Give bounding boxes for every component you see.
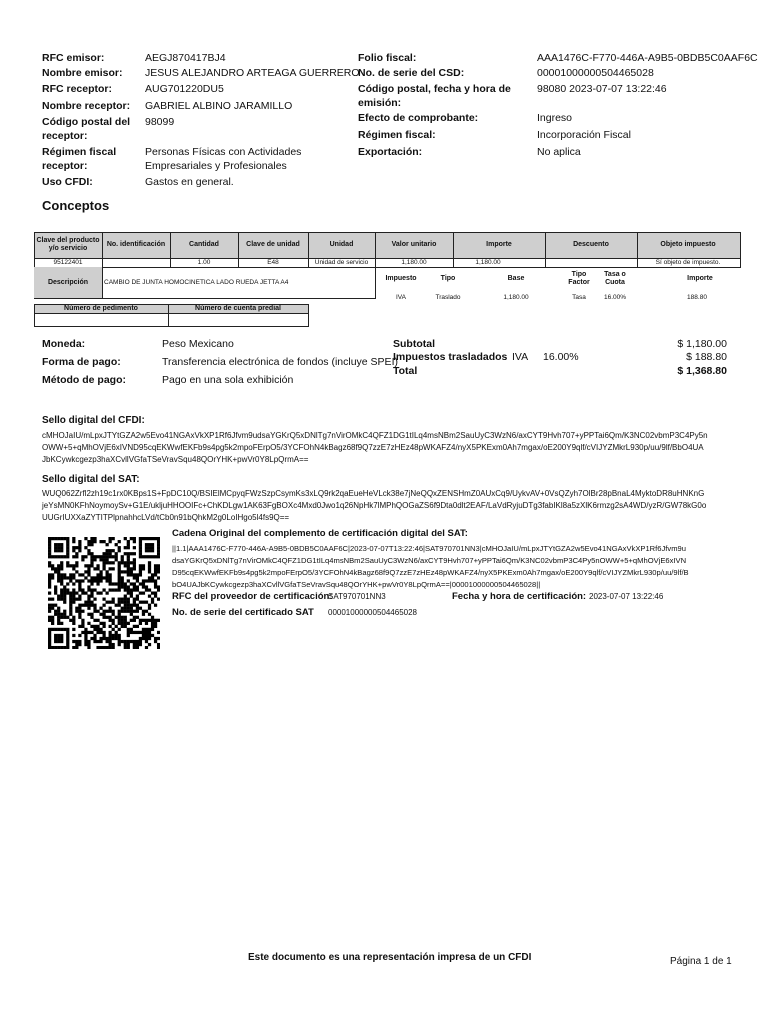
exportacion-value: No aplica (537, 146, 581, 158)
regimen-receptor-label-2: receptor: (42, 160, 88, 172)
imp-header-impuesto: Impuesto (385, 275, 417, 282)
rfc-emisor-label: RFC emisor: (42, 52, 105, 64)
imp-header-tasa: Tasa o Cuota (604, 271, 626, 286)
imp-cell-base: 1,180.00 (503, 293, 529, 301)
nombre-receptor-value: GABRIEL ALBINO JARAMILLO (145, 100, 293, 112)
sello-sat-label: Sello digital del SAT: (42, 474, 140, 485)
cell-valor-unitario: 1,180.00 (401, 259, 427, 266)
impuestos-tasa: 16.00% (543, 351, 579, 363)
cp-receptor-label-1: Código postal del (42, 116, 131, 128)
imp-cell-importe: 188.80 (687, 293, 707, 301)
efecto-value: Ingreso (537, 112, 573, 124)
rfc-emisor-value: AEGJ870417BJ4 (145, 52, 226, 64)
regimen-receptor-label-1: Régimen fiscal (42, 146, 117, 158)
sello-cfdi-value: cMHOJaIU/mLpxJTYtGZA2w5Evo41NGAxVkXP1Rf6Jfvm9udsaYGKrQ5xDNlTg7nVirOMkC4QFZ1DG1tILq4msNBm2SauUyC3WzN6/axCYT9Hvh707+yPPTai6Qm/K3NC02vbmP3C4Py5n OWW+5+qMhOVjE6xIVND95cqEKWwfEKFb9s4pg5k2mpoFErpO5/3YCFOhN4kBagz68f9Q7zzE7zHEz48pWKAFZ4/nyX5PKExm0Ah7mgax/oE200Y9qlf/cVIJYZMkrL930p/uu/9lf/BbO4UA JbKCywkcgezp3haXCvllVGfaTSeVravSqu48QOrYHK+pwVr0Y8LpQrmA== (42, 431, 708, 464)
imp-header-tipo-factor: Tipo Factor (568, 271, 590, 286)
moneda-value: Peso Mexicano (162, 338, 234, 350)
fecha-certificacion-value: 2023-07-07 13:22:46 (589, 592, 664, 601)
imp-header-base: Base (507, 275, 525, 282)
sello-cfdi-label: Sello digital del CFDI: (42, 415, 145, 426)
header-objeto-impuesto: Objeto impuesto (660, 240, 716, 248)
descripcion-label: Descripción (47, 278, 89, 286)
conceptos-title: Conceptos (42, 198, 110, 213)
header-valor-unitario: Valor unitario (391, 240, 437, 248)
serie-csd-value: 00001000000504465028 (537, 67, 654, 79)
nombre-emisor-label: Nombre emisor: (42, 67, 123, 79)
rfc-proveedor-value: SAT970701NN3 (328, 592, 386, 601)
rfc-proveedor-label: RFC del proveedor de certificación: (172, 591, 333, 602)
moneda-label: Moneda: (42, 338, 86, 350)
imp-cell-tipo-factor: Tasa (572, 293, 586, 301)
subtotal-label: Subtotal (393, 338, 435, 350)
forma-pago-label: Forma de pago: (42, 356, 121, 368)
regimen-fiscal-value: Incorporación Fiscal (537, 129, 631, 141)
cell-descuento (545, 258, 637, 267)
serie-csd-label: No. de serie del CSD: (358, 67, 465, 79)
cp-receptor-value: 98099 (145, 116, 175, 128)
serie-certificado-sat-value: 00001000000504465028 (328, 608, 417, 617)
cell-clave-unidad: E48 (267, 259, 279, 266)
cell-importe: 1,180.00 (475, 259, 501, 266)
impuestos-tipo: IVA (512, 351, 529, 363)
cadena-original-label: Cadena Original del complemento de certificación digital del SAT: (172, 528, 468, 539)
regimen-fiscal-label: Régimen fiscal: (358, 129, 436, 141)
total-value: $ 1,368.80 (677, 365, 727, 377)
uso-cfdi-label: Uso CFDI: (42, 176, 93, 188)
cp-fecha-label-1: Código postal, fecha y hora de (358, 83, 511, 95)
metodo-pago-value: Pago en una sola exhibición (162, 374, 294, 386)
rfc-receptor-label: RFC receptor: (42, 83, 113, 95)
serie-certificado-sat-label: No. de serie del certificado SAT (172, 607, 314, 618)
cell-unidad: Unidad de servicio (314, 259, 369, 266)
header-no-ident: No. identificación (106, 240, 166, 248)
cuenta-predial-label: Número de cuenta predial (195, 305, 281, 312)
header-unidad: Unidad (329, 240, 354, 248)
subtotal-value: $ 1,180.00 (677, 338, 727, 350)
header-descuento: Descuento (573, 240, 609, 248)
header-clave-prod: Clave del producto y/o servicio (36, 236, 100, 252)
uso-cfdi-value: Gastos en general. (145, 176, 234, 188)
qr-code-icon (48, 537, 160, 649)
nombre-receptor-label: Nombre receptor: (42, 100, 131, 112)
imp-header-tipo: Tipo (440, 275, 456, 282)
header-cantidad: Cantidad (189, 240, 219, 248)
fecha-certificacion-label: Fecha y hora de certificación: (452, 591, 587, 602)
cell-cantidad: 1.00 (197, 259, 211, 266)
impuestos-trasladados-label: Impuestos trasladados (393, 351, 508, 363)
page-number: Página 1 de 1 (670, 956, 732, 967)
cp-fecha-value: 98080 2023-07-07 13:22:46 (537, 83, 667, 95)
regimen-receptor-value-1: Personas Físicas con Actividades (145, 146, 302, 158)
header-clave-unidad: Clave de unidad (246, 240, 300, 248)
efecto-label: Efecto de comprobante: (358, 112, 479, 124)
exportacion-label: Exportación: (358, 146, 423, 158)
imp-cell-tasa: 16.00% (603, 293, 627, 301)
header-importe: Importe (486, 240, 512, 248)
forma-pago-value: Transferencia electrónica de fondos (incluye SPEI) (162, 356, 398, 368)
pedimento-label: Número de pedimento (64, 305, 138, 312)
folio-fiscal-label: Folio fiscal: (358, 52, 417, 64)
imp-cell-impuesto: IVA (396, 293, 406, 301)
cell-clave-prod: 95122401 (53, 259, 83, 266)
imp-header-importe: Importe (687, 275, 713, 282)
cp-receptor-label-2: receptor: (42, 130, 88, 142)
footer-text: Este documento es una representación impresa de un CFDI (248, 952, 532, 963)
total-label: Total (393, 365, 418, 377)
regimen-receptor-value-2: Empresariales y Profesionales (145, 160, 287, 172)
rfc-receptor-value: AUG701220DU5 (145, 83, 224, 95)
nombre-emisor-value: JESUS ALEJANDRO ARTEAGA GUERRERO (145, 67, 360, 79)
sello-sat-value: WUQ062Zrfl2zh19c1rx0KBps1S+FpDC10Q/BSIElMCpyqFWzSzpCsymKs3xLQ9rk2qaEueHeVLck38e7jNeQQxZENSHmZ0AUxCq9/UykvAV+0VsQZyh7OlBr28pBnaL4MyktoDR8uHNKnG jeYsMN0KFhNoymoySv+G1E/ukljuHHOOIFc+ChKDLgw1AK63FgBOXc4Mxd0Jwo1q26NpHk7lMPhQOGaZS6f9Dta0dlt2EAF/LaVdRyjuDTg3fabIKl8a5zXlK6rmzg2sA4WD/yzR/GW78kG0o UUGrIUXXaZYTITPlpnahhcLVd/tCb0n91bQhkM2g0LoIHgo5l4fs9Q== (42, 489, 707, 522)
impuestos-value: $ 188.80 (686, 351, 727, 363)
metodo-pago-label: Método de pago: (42, 374, 126, 386)
imp-cell-tipo: Traslado (435, 293, 461, 301)
folio-fiscal-value: AAA1476C-F770-446A-A9B5-0BDB5C0AAF6C (537, 52, 758, 64)
cell-objeto-impuesto: Sí objeto de impuesto. (655, 259, 721, 266)
pedimento-row (34, 314, 309, 327)
cell-no-ident (102, 258, 170, 267)
cadena-original-value: ||1.1|AAA1476C-F770-446A-A9B5-0BDB5C0AAF6C|2023-07-07T13:22:46|SAT970701NN3|cMHOJaIU/mLpxJTYtGZA2w5Evo41NGAxVkXP1Rf6Jfvm9u dsaYGKrQ5xDNlTg7nVirOMkC4QFZ1DG1tILq4msNBm2SauUyC3WzN6/axCYT9Hvh707+yPPTai6Qm/K3NC02vbmP3C4Py5nOWW+5+qMhOVjE6xIVN D95cqEKWwfEKFb9s4pg5k2mpoFErpO5/3YCFOhN4kBagz68f9Q7zzE7zHEz48pWKAFZ4/nyX5PKExm0Ah7mgax/oE200Y9qlf/cVIJYZMkrL930p/uu/9lf/B bO4UAJbKCywkcgezp3haXCvllVGfaTSeVravSqu48QOrYHK+pwVr0Y8LpQrmA==|00001000000504465028|| (172, 544, 689, 589)
cp-fecha-label-2: emisión: (358, 97, 402, 109)
descripcion-value: CAMBIO DE JUNTA HOMOCINETICA LADO RUEDA JETTA A4 (104, 279, 289, 286)
